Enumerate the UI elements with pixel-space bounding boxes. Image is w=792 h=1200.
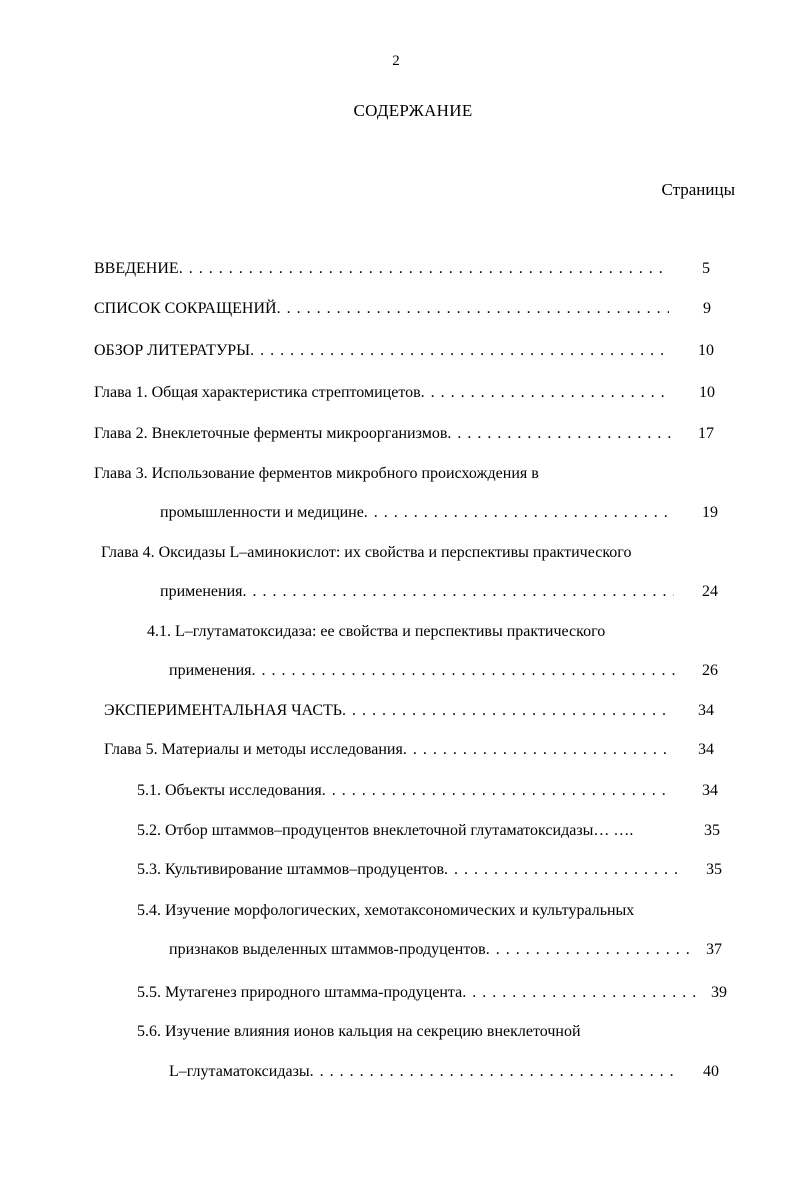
toc-page-number: 35: [706, 861, 722, 878]
leader-dots: [342, 701, 669, 721]
toc-entry-section-5-6-line-1: 5.6. Изучение влияния ионов кальция на секрецию внеклеточной: [137, 1023, 581, 1040]
toc-entry-chapter-3-line-2: [160, 503, 674, 523]
toc-entry-chapter-4-line-2: [160, 582, 674, 602]
toc-entry-text: применения: [169, 662, 252, 679]
page-title: СОДЕРЖАНИЕ: [353, 101, 473, 120]
toc-page-number: 24: [702, 583, 718, 600]
toc-entry-text: СПИСОК СОКРАЩЕНИЙ: [94, 300, 277, 317]
toc-entry-section-5-5: [137, 983, 698, 1003]
toc-entry-section-5-6-line-2: [169, 1062, 680, 1082]
toc-entry-text: промышленности и медицине: [160, 504, 364, 521]
toc-entry-text: признаков выделенных штаммов-продуцентов: [169, 941, 486, 958]
toc-entry-chapter-3-line-1: Глава 3. Использование ферментов микробного происхождения в: [94, 465, 539, 482]
toc-entry-experimental: [104, 701, 669, 721]
toc-entry-text: Глава 2. Внеклеточные ферменты микроорганизмов: [94, 425, 448, 442]
toc-page-number: 19: [702, 504, 718, 521]
page-number: 2: [392, 53, 400, 69]
toc-entry-text: ОБЗОР ЛИТЕРАТУРЫ: [94, 342, 251, 359]
toc-entry-chapter-5: [104, 740, 667, 760]
toc-entry-chapter-4-line-1: Глава 4. Оксидазы L–аминокислот: их свойства и перспективы практического: [101, 544, 632, 561]
leader-dots: [462, 983, 698, 1003]
toc-entry-abbreviations: [94, 299, 669, 319]
leader-dots: [277, 299, 669, 319]
leader-dots: [250, 341, 671, 361]
leader-dots: [179, 259, 669, 279]
toc-entry-text: 5.5. Мутагенез природного штамма-продуцента: [137, 984, 463, 1001]
leader-dots: [421, 383, 669, 403]
toc-entry-section-5-4-line-2: [169, 940, 691, 960]
toc-entry-chapter-2: [94, 424, 672, 444]
toc-entry-section-5-2: 5.2. Отбор штаммов–продуцентов внеклеточной глутаматоксидазы… ….: [137, 822, 634, 839]
toc-page-number: 10: [699, 384, 715, 401]
toc-entry-section-5-4-line-1: 5.4. Изучение морфологических, хемотаксономических и культуральных: [137, 902, 635, 919]
toc-page-number: 35: [704, 822, 720, 839]
toc-entry-text: 5.3. Культивирование штаммов–продуцентов: [137, 861, 444, 878]
toc-page-number: 34: [698, 741, 714, 758]
leader-dots: [403, 740, 667, 760]
toc-page-number: 37: [706, 941, 722, 958]
toc-entry-section-4-1-line-1: 4.1. L–глутаматоксидаза: ее свойства и перспективы практического: [147, 623, 606, 640]
toc-entry-text: Глава 1. Общая характеристика стрептомицетов: [94, 384, 421, 401]
toc-entry-text: L–глутаматоксидазы: [169, 1063, 310, 1080]
toc-page-number: 17: [698, 425, 714, 442]
toc-entry-text: ВВЕДЕНИЕ: [94, 260, 179, 277]
leader-dots: [322, 781, 668, 801]
leader-dots: [447, 424, 672, 444]
leader-dots: [444, 860, 683, 880]
toc-page-number: 34: [698, 702, 714, 719]
toc-entry-text: 5.1. Объекты исследования: [137, 782, 322, 799]
toc-page-number: 40: [703, 1063, 719, 1080]
toc-entry-text: ЭКСПЕРИМЕНТАЛЬНАЯ ЧАСТЬ: [104, 702, 342, 719]
toc-entry-intro: [94, 259, 669, 279]
toc-entry-section-5-3: [137, 860, 683, 880]
toc-page-number: 9: [703, 300, 711, 317]
toc-page-number: 39: [711, 984, 727, 1001]
toc-page-number: 10: [698, 342, 714, 359]
toc-entry-chapter-1: [94, 383, 669, 403]
leader-dots: [486, 940, 691, 960]
toc-entry-review: [94, 341, 671, 361]
pages-column-header: Страницы: [661, 180, 735, 199]
leader-dots: [364, 503, 674, 523]
toc-entry-text: Глава 5. Материалы и методы исследования: [104, 741, 403, 758]
toc-entry-section-5-1: [137, 781, 668, 801]
leader-dots: [252, 661, 678, 681]
leader-dots: [310, 1062, 680, 1082]
leader-dots: [243, 582, 675, 602]
toc-page-number: 26: [702, 662, 718, 679]
toc-page-number: 34: [702, 782, 718, 799]
toc-page-number: 5: [702, 260, 710, 277]
toc-entry-section-4-1-line-2: [169, 661, 677, 681]
toc-entry-text: применения: [160, 583, 243, 600]
